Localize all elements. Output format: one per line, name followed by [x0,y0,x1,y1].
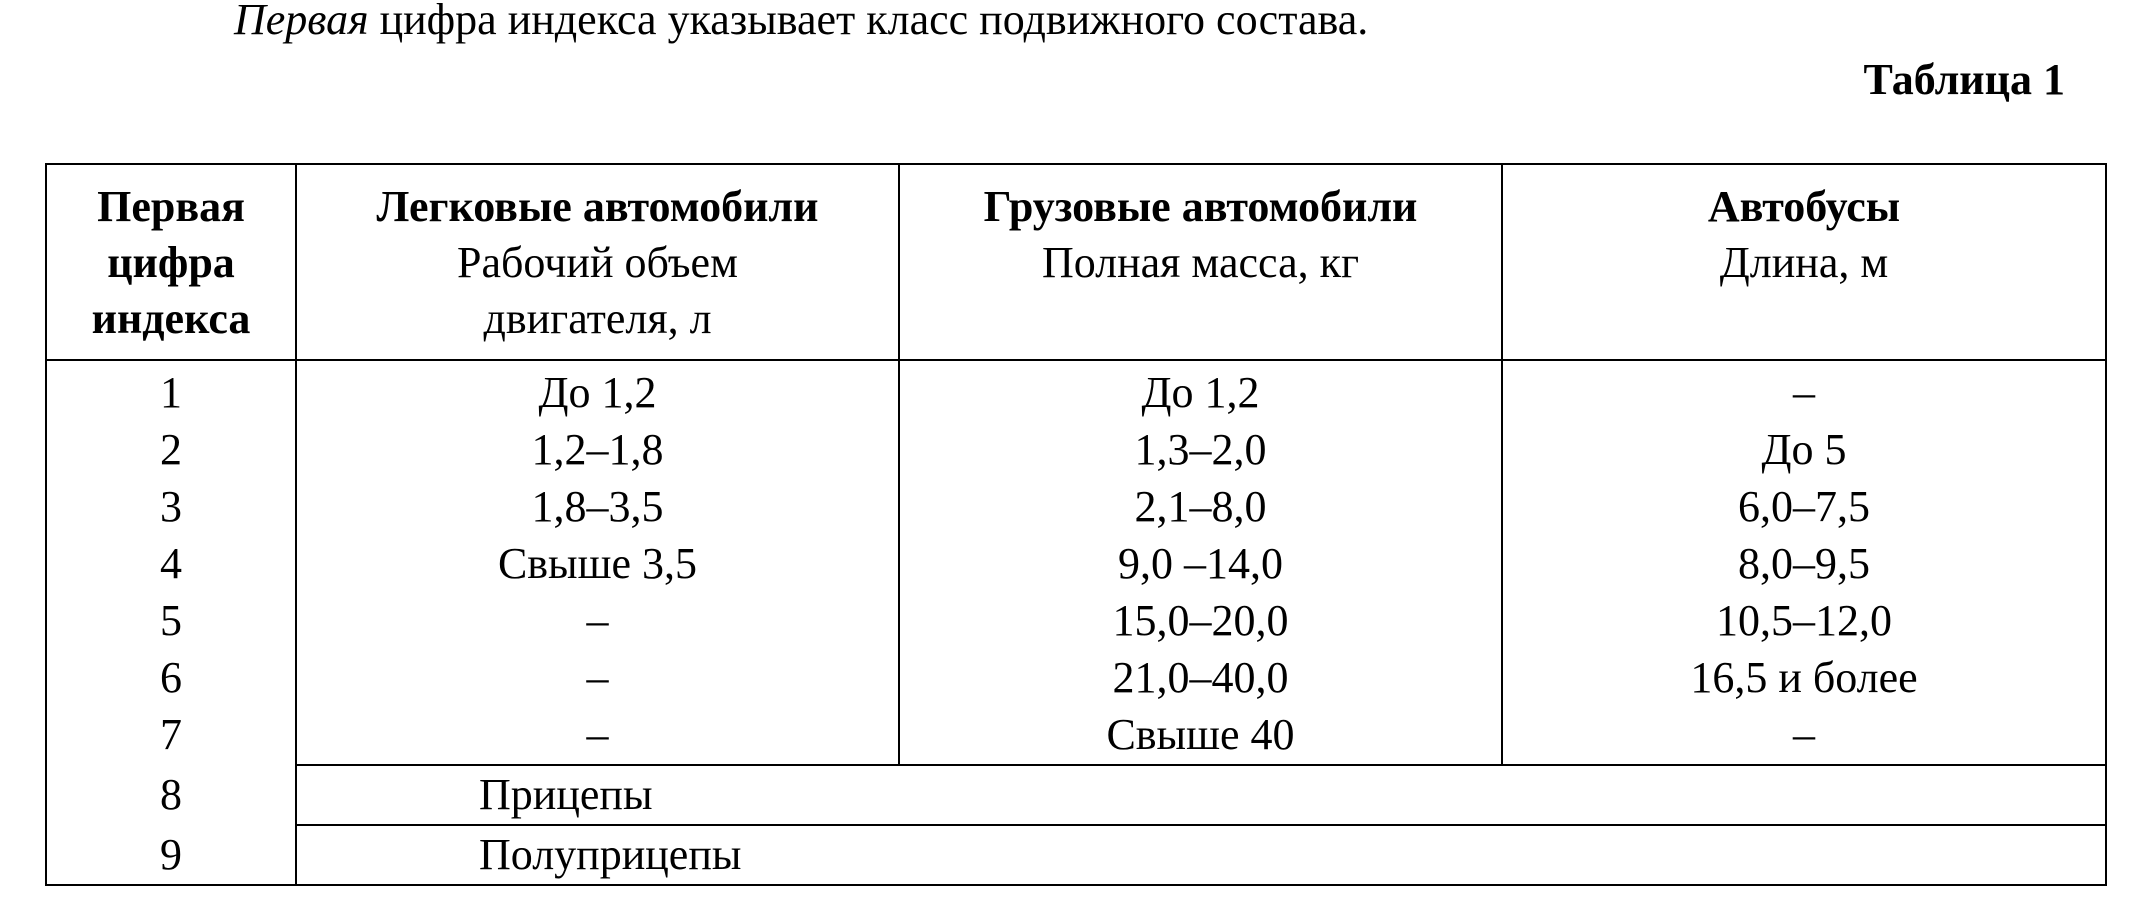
table-cell-trailers: Прицепы [296,765,2106,825]
table-cell-cars: – [586,653,609,702]
index-column [46,360,296,765]
intro-italic-word: Первая [234,0,369,44]
table-cell-index: 3 [160,482,182,531]
cars-column [296,360,899,765]
intro-rest: цифра индекса указывает класс подвижного состава. [368,0,1369,44]
table-cell-buses: 8,0–9,5 [1738,539,1870,588]
table-cell-index: 7 [160,710,182,759]
vehicle-class-table [45,163,2107,886]
table-header-row [46,164,2106,360]
table-cell-index: 2 [160,425,182,474]
header-trucks [899,164,1502,360]
table-cell-buses: До 5 [1761,425,1847,474]
table-cell-index: 1 [160,368,182,417]
table-cell-trucks: 15,0–20,0 [1112,596,1289,645]
header-index-line-2: цифра [107,238,235,287]
buses-column [1502,360,2106,765]
header-buses [1502,164,2106,360]
table-cell-buses: – [1793,368,1815,417]
intro-sentence [234,0,1368,46]
table-cell-buses: 10,5–12,0 [1716,596,1892,645]
table-cell-trucks: До 1,2 [1141,368,1260,417]
header-buses-title: Автобусы [1707,182,1901,231]
header-cars-sub-line-1: Рабочий объем [457,238,738,287]
header-trucks-title: Грузовые автомобили [983,182,1418,231]
table-cell-index: 6 [160,653,182,702]
header-index [46,164,296,360]
table-cell-buses: 6,0–7,5 [1738,482,1870,531]
table-cell-buses: 16,5 и более [1690,653,1918,702]
header-trucks-sub: Полная масса, кг [1041,238,1360,287]
table-cell-trucks: 21,0–40,0 [1112,653,1289,702]
table-cell-cars: – [586,710,609,759]
header-buses-sub: Длина, м [1719,238,1889,287]
header-cars [296,164,899,360]
table-cell-trucks: 2,1–8,0 [1134,482,1267,531]
header-index-line-1: Первая [97,182,245,231]
header-index-line-3: индекса [91,294,251,343]
table-cell-semitrailers: Полуприцепы [296,825,2106,885]
table-cell-index: 8 [46,765,296,825]
header-cars-sub-line-2: двигателя, л [483,294,712,343]
table-cell-cars: 1,2–1,8 [531,425,664,474]
table-body-block [46,360,2106,765]
table-row-semitrailers [46,825,2106,885]
table-row-trailers [46,765,2106,825]
trucks-column [899,360,1502,765]
table-cell-cars: До 1,2 [538,368,657,417]
header-cars-title: Легковые автомобили [376,182,819,231]
table-cell-cars: Свыше 3,5 [497,539,698,588]
table-cell-cars: – [586,596,609,645]
table-cell-index: 4 [160,539,182,588]
table-cell-index: 5 [160,596,182,645]
table-caption: Таблица 1 [1863,55,2065,104]
table-cell-trucks: 1,3–2,0 [1134,425,1267,474]
table-cell-trucks: Свыше 40 [1106,710,1295,759]
table-cell-index: 9 [46,825,296,885]
table-cell-trucks: 9,0 –14,0 [1118,539,1283,588]
table-cell-cars: 1,8–3,5 [531,482,664,531]
table-cell-buses: – [1793,710,1815,759]
